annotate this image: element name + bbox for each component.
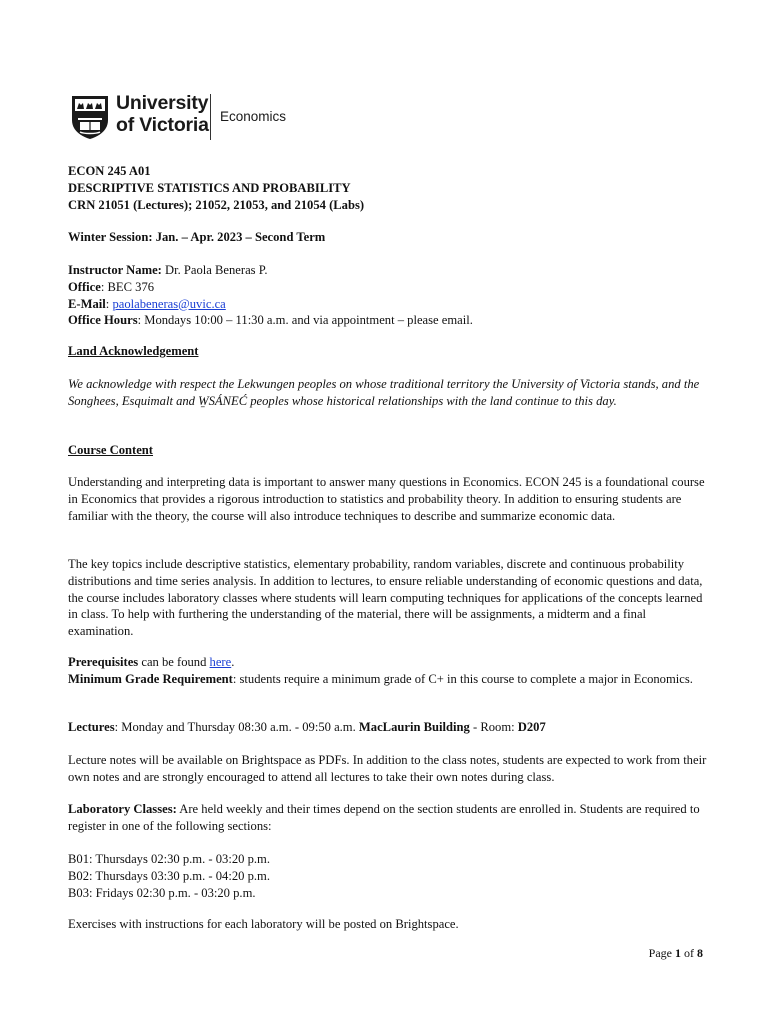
lab-sections xyxy=(68,851,708,901)
course-content-heading: Course Content xyxy=(68,443,154,457)
instructor-info xyxy=(68,262,708,329)
lectures-line: Lectures: Monday and Thursday 08:30 a.m. - 09:50 a.m. MacLaurin Building - Room: D207 xyxy=(68,720,546,734)
course-header xyxy=(68,163,708,213)
course-title: DESCRIPTIVE STATISTICS AND PROBABILITY xyxy=(68,180,351,195)
email-line: E-Mail: paolabeneras@uvic.ca xyxy=(68,296,226,311)
course-crn: CRN 21051 (Lectures); 21052, 21053, and 21054 (Labs) xyxy=(68,197,365,212)
uvic-shield-icon xyxy=(70,94,110,140)
office-line: Office: BEC 376 xyxy=(68,279,155,294)
logo-divider xyxy=(210,94,211,140)
min-grade-line: Minimum Grade Requirement: students require a minimum grade of C+ in this course to complete a major in Economics. xyxy=(68,671,693,686)
session-info: Winter Session: Jan. – Apr. 2023 – Second Term xyxy=(68,230,326,244)
office-hours-line: Office Hours: Mondays 10:00 – 11:30 a.m. and via appointment – please email. xyxy=(68,313,473,328)
lab-exercises-note: Exercises with instructions for each laboratory will be posted on Brightspace. xyxy=(68,917,459,931)
page-number: Page 1 of 8 xyxy=(648,946,703,960)
labs-intro: Laboratory Classes: Are held weekly and their times depend on the section students are enrolled in. Students are required to register in one of the following sections: xyxy=(68,802,700,833)
land-ack-heading: Land Acknowledgement xyxy=(68,344,199,358)
lecture-notes: Lecture notes will be available on Brightspace as PDFs. In addition to the class notes, students are expected to work from their own notes and are strongly encouraged to attend all lectures to take their own notes during class. xyxy=(68,753,707,784)
university-name: University of Victoria xyxy=(116,92,209,136)
department-name: Economics xyxy=(220,109,287,124)
course-content-para1: Understanding and interpreting data is important to answer many questions in Economics. ECON 245 is a foundational course in Economics that provides a rigorous introduction to statistics and probability theory. In addition to ensuring students are familiar with the theory, the course will also introduce techniques to describe and summarize economic data. xyxy=(68,475,705,523)
prereq-line: Prerequisites can be found here. xyxy=(68,655,235,669)
lab-section-item: B03: Fridays 02:30 p.m. - 03:20 p.m. xyxy=(68,885,256,900)
lab-section-item: B01: Thursdays 02:30 p.m. - 03:20 p.m. xyxy=(68,852,270,866)
instructor-name-line: Instructor Name: Dr. Paola Beneras P. xyxy=(68,263,268,277)
lab-section-item: B02: Thursdays 03:30 p.m. - 04:20 p.m. xyxy=(68,868,270,883)
course-code: ECON 245 A01 xyxy=(68,164,151,178)
prerequisites xyxy=(68,654,708,688)
land-ack-text: We acknowledge with respect the Lekwungen peoples on whose traditional territory the University of Victoria stands, and the Songhees, Esquimalt and W̱SÁNEĆ peoples whose historical relationships with the land continue to this day. xyxy=(68,377,700,408)
university-logo xyxy=(70,92,300,144)
email-link[interactable]: paolabeneras@uvic.ca xyxy=(112,296,226,311)
course-content-para2: The key topics include descriptive statistics, elementary probability, random variables, discrete and continuous probability distributions and time series analysis. In addition to lectures, to ensure reliable understanding of economic questions and data, the course includes laboratory classes where students will learn computing techniques for applications of the concepts learned in class. To help with furthering the understanding of the material, there will be assignments, a midterm and a final examination. xyxy=(68,557,703,639)
prereq-link[interactable]: here xyxy=(209,655,232,669)
